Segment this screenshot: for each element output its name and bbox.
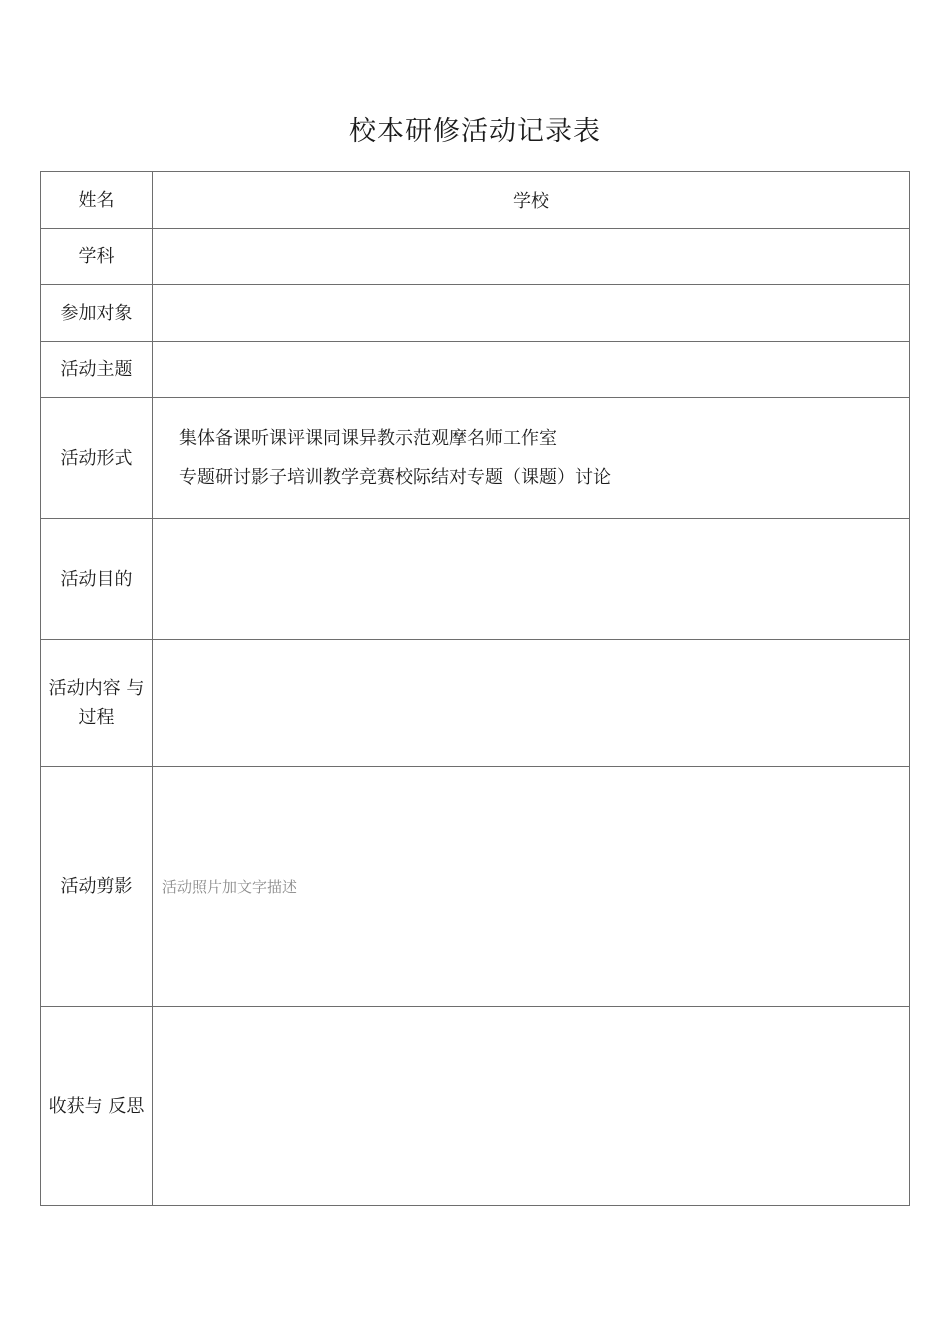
row-photos	[41, 767, 910, 1007]
reflection-value-cell[interactable]	[153, 1007, 910, 1206]
row-content	[41, 640, 910, 767]
row-purpose	[41, 519, 910, 640]
content-label: 活动内容 与过程	[41, 640, 153, 767]
photos-label: 活动剪影	[41, 767, 153, 1007]
photos-value-cell[interactable]	[153, 767, 910, 1007]
reflection-label: 收获与 反思	[41, 1007, 153, 1206]
theme-value-cell[interactable]	[153, 342, 910, 398]
row-subject	[41, 229, 910, 285]
activity-forms-line-2: 专题研讨影子培训教学竞赛校际结对专题（课题）讨论	[179, 467, 611, 488]
subject-value-cell[interactable]	[153, 229, 910, 285]
school-label: 学校	[153, 172, 910, 229]
form-value-cell[interactable]	[153, 398, 910, 519]
page-title: 校本研修活动记录表	[349, 116, 601, 147]
form-label: 活动形式	[41, 398, 153, 519]
purpose-label: 活动目的	[41, 519, 153, 640]
row-participants	[41, 285, 910, 342]
purpose-value-cell[interactable]	[153, 519, 910, 640]
subject-label: 学科	[41, 229, 153, 285]
row-theme	[41, 342, 910, 398]
content-value-cell[interactable]	[153, 640, 910, 767]
photos-hint: 活动照片加文字描述	[162, 878, 298, 896]
activity-forms-line-1: 集体备课听课评课同课异教示范观摩名师工作室	[179, 428, 557, 449]
row-reflection	[41, 1007, 910, 1206]
row-form	[41, 398, 910, 519]
participants-label: 参加对象	[41, 285, 153, 342]
theme-label: 活动主题	[41, 342, 153, 398]
record-table	[40, 171, 910, 1206]
participants-value-cell[interactable]	[153, 285, 910, 342]
row-name	[41, 172, 910, 229]
name-label: 姓名	[41, 172, 153, 229]
